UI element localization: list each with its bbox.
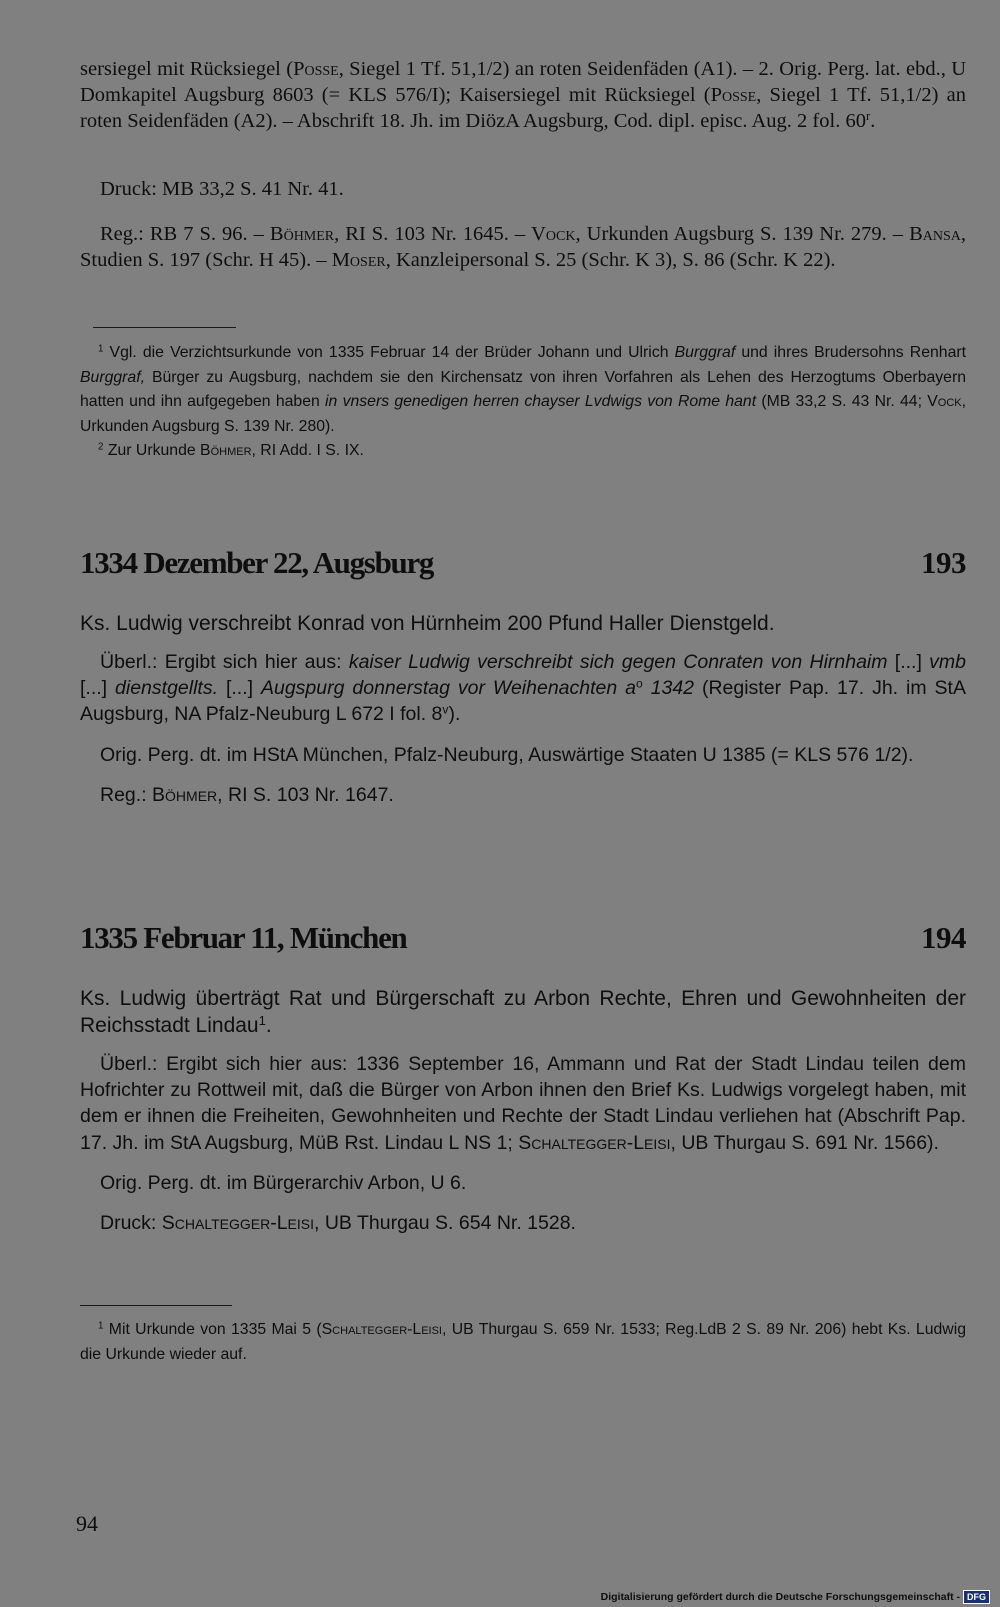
footnote-mark: 1 bbox=[258, 1012, 266, 1028]
text-run: , Urkunden Augsburg S. 139 Nr. 279. – bbox=[575, 223, 910, 245]
footnote-separator bbox=[80, 1305, 232, 1306]
entry-193-summary: Ks. Ludwig verschreibt Konrad von Hürnheim 200 Pfund Haller Dienstgeld. bbox=[80, 612, 775, 635]
superscript: v bbox=[442, 702, 449, 717]
superscript: o bbox=[636, 676, 643, 691]
reg-paragraph bbox=[80, 222, 966, 274]
entry-date-place: 1335 Februar 11, München bbox=[80, 920, 407, 955]
entry-193-ueberlieferung bbox=[80, 649, 966, 728]
author-name: Bansa bbox=[909, 223, 961, 245]
credit-text: Digitalisierung gefördert durch die Deutsche Forschungsgemeinschaft - bbox=[600, 1591, 960, 1603]
footnote-1 bbox=[80, 1318, 966, 1367]
footnote-separator bbox=[93, 327, 236, 328]
text-run: , Kanzleipersonal S. 25 (Schr. K 3), S. 86 (Schr. K 22). bbox=[385, 248, 836, 271]
text-run: [...] bbox=[887, 651, 930, 673]
druck-section bbox=[80, 177, 966, 203]
entry-194-heading bbox=[80, 920, 966, 956]
footnote-1 bbox=[80, 341, 966, 439]
footnote-2 bbox=[80, 439, 966, 464]
entry-193-regest bbox=[80, 782, 966, 808]
italic-run: dienstgellts. bbox=[115, 677, 219, 700]
italic-run: Augspurg donnerstag vor Weihenachten a bbox=[260, 677, 636, 700]
entry-194-body bbox=[80, 985, 966, 1236]
italic-run: 1342 bbox=[642, 677, 695, 700]
text-run: und ihres Brudersohns Renhart bbox=[735, 344, 967, 361]
text-run: , RI S. 103 Nr. 1645. – bbox=[334, 223, 532, 245]
page-number: 94 bbox=[76, 1511, 98, 1536]
dfg-logo-icon: DFG bbox=[963, 1590, 990, 1604]
text-run: , UB Thurgau S. 654 Nr. 1528. bbox=[314, 1212, 576, 1235]
text-run: Reg.: RB 7 S. 96. – bbox=[100, 223, 270, 245]
text-run: (Register Pap. 17. Jh. im StA Augsburg, NA Pfalz-Neuburg L 672 I fol. 8 bbox=[80, 677, 966, 726]
text-run: ). bbox=[448, 703, 461, 726]
text-run: [...] bbox=[80, 677, 116, 700]
text-run: Reg.: bbox=[100, 783, 153, 806]
author-name: Vock bbox=[927, 393, 962, 411]
author-name: Böhmer bbox=[200, 442, 252, 460]
italic-run: vmb bbox=[929, 651, 967, 673]
text-run: , RI S. 103 Nr. 1647. bbox=[217, 783, 394, 806]
text-run: , Siegel 1 Tf. 51,1/2) an roten Seidenfäden (A1). – 2. Orig. Perg. lat. ebd., U Domkapitel Augsburg 8603 (= KLS 576/I); Kaisersiegel mit Rücksiegel ( bbox=[80, 58, 966, 106]
entry-number: 193 bbox=[921, 545, 966, 580]
text-run: Bürger zu Augsburg, nachdem sie den Kirchensatz von ihren Vorfahren als Lehen des Herzogtums Oberbayern hatten und ihn aufgegeben haben bbox=[80, 368, 966, 411]
entry-193-heading bbox=[80, 545, 966, 581]
digitization-credit bbox=[601, 1590, 990, 1604]
italic-run: in vnsers genedigen herren chayser Lvdwigs von Rome hant bbox=[325, 393, 757, 411]
author-name: Schaltegger-Leisi bbox=[321, 1321, 442, 1338]
text-run: [...] bbox=[218, 677, 261, 700]
entry-194-original: Orig. Perg. dt. im Bürgerarchiv Arbon, U 6. bbox=[100, 1171, 467, 1194]
entry-date-place: 1334 Dezember 22, Augsburg bbox=[80, 545, 434, 580]
entry-number: 194 bbox=[921, 920, 966, 955]
text-run: . bbox=[265, 1014, 272, 1037]
entry-193-body bbox=[80, 610, 966, 808]
entry-194-summary bbox=[80, 985, 966, 1039]
seal-description-paragraph bbox=[80, 57, 966, 134]
text-run: , Urkunden Augsburg S. 139 Nr. 280). bbox=[80, 393, 966, 435]
italic-run: Burggraf bbox=[674, 344, 736, 361]
text-run: Zur Urkunde bbox=[103, 442, 201, 460]
text-run: (MB 33,2 S. 43 Nr. 44; bbox=[756, 393, 928, 411]
text-run: , Studien S. 197 (Schr. H 45). – bbox=[80, 223, 966, 271]
footnotes-bottom bbox=[80, 1318, 966, 1367]
entry-194-ueberlieferung bbox=[80, 1051, 966, 1156]
text-run: , Siegel 1 Tf. 51,1/2) an roten Seidenfäden (A2). – Abschrift 18. Jh. im DiözA Augsburg, Cod. dipl. episc. Aug. 2 fol. 60 bbox=[80, 83, 966, 132]
author-name: Schaltegger-Leisi bbox=[518, 1131, 671, 1154]
footnote-mark: 2 bbox=[98, 442, 104, 453]
italic-run: Burggraf, bbox=[80, 368, 145, 386]
author-name: Böhmer bbox=[152, 783, 218, 806]
author-name: Posse bbox=[293, 58, 339, 80]
author-name: Vock bbox=[531, 223, 576, 245]
footnotes-top bbox=[80, 341, 966, 464]
entry-193-original: Orig. Perg. dt. im HStA München, Pfalz-Neuburg, Auswärtige Staaten U 1385 (= KLS 576 1/2). bbox=[100, 743, 914, 766]
continuation-section bbox=[80, 57, 966, 134]
text-run: Mit Urkunde von 1335 Mai 5 ( bbox=[103, 1321, 322, 1338]
text-run: , UB Thurgau S. 659 Nr. 1533; Reg.LdB 2 S. 89 Nr. 206) hebt Ks. Ludwig die Urkunde wieder auf. bbox=[80, 1321, 966, 1363]
text-run: Vgl. die Verzichtsurkunde von 1335 Februar 14 der Brüder Johann und Ulrich bbox=[103, 344, 675, 361]
author-name: Moser bbox=[331, 248, 386, 271]
italic-run: kaiser Ludwig verschreibt sich gegen Conraten von Hirnhaim bbox=[348, 651, 888, 673]
text-run: sersiegel mit Rücksiegel ( bbox=[80, 58, 294, 80]
reg-section bbox=[80, 222, 966, 274]
footnote-mark: 1 bbox=[98, 1320, 104, 1332]
text-run: Überl.: Ergibt sich hier aus: bbox=[100, 651, 349, 673]
text-run: Ks. Ludwig überträgt Rat und Bürgerschaft zu Arbon Rechte, Ehren und Gewohnheiten der Reichsstadt Lindau bbox=[80, 987, 966, 1037]
superscript: r bbox=[865, 108, 871, 123]
text-run: , UB Thurgau S. 691 Nr. 1566). bbox=[670, 1131, 939, 1154]
author-name: Posse bbox=[710, 83, 757, 106]
author-name: Schaltegger-Leisi bbox=[161, 1212, 314, 1235]
entry-194-druck bbox=[80, 1210, 966, 1236]
text-run: , RI Add. I S. IX. bbox=[251, 442, 364, 460]
text-run: Druck: bbox=[100, 1212, 162, 1235]
text-run: . bbox=[870, 109, 876, 132]
footnote-mark: 1 bbox=[98, 343, 104, 355]
druck-line: Druck: MB 33,2 S. 41 Nr. 41. bbox=[100, 178, 344, 200]
author-name: Böhmer bbox=[269, 223, 335, 245]
text-run: Überl.: Ergibt sich hier aus: 1336 September 16, Ammann und Rat der Stadt Lindau teilen dem Hofrichter zu Rottweil mit, daß die Bürger von Arbon ihnen den Brief Ks. Ludwigs vorgelegt haben, mit dem er ihnen die Freiheiten, Gewohnheiten und Rechte der Stadt Lindau verliehen hat (Abschrift Pap. 17. Jh. im StA Augsburg, MüB Rst. Lindau L NS 1; bbox=[80, 1053, 966, 1154]
